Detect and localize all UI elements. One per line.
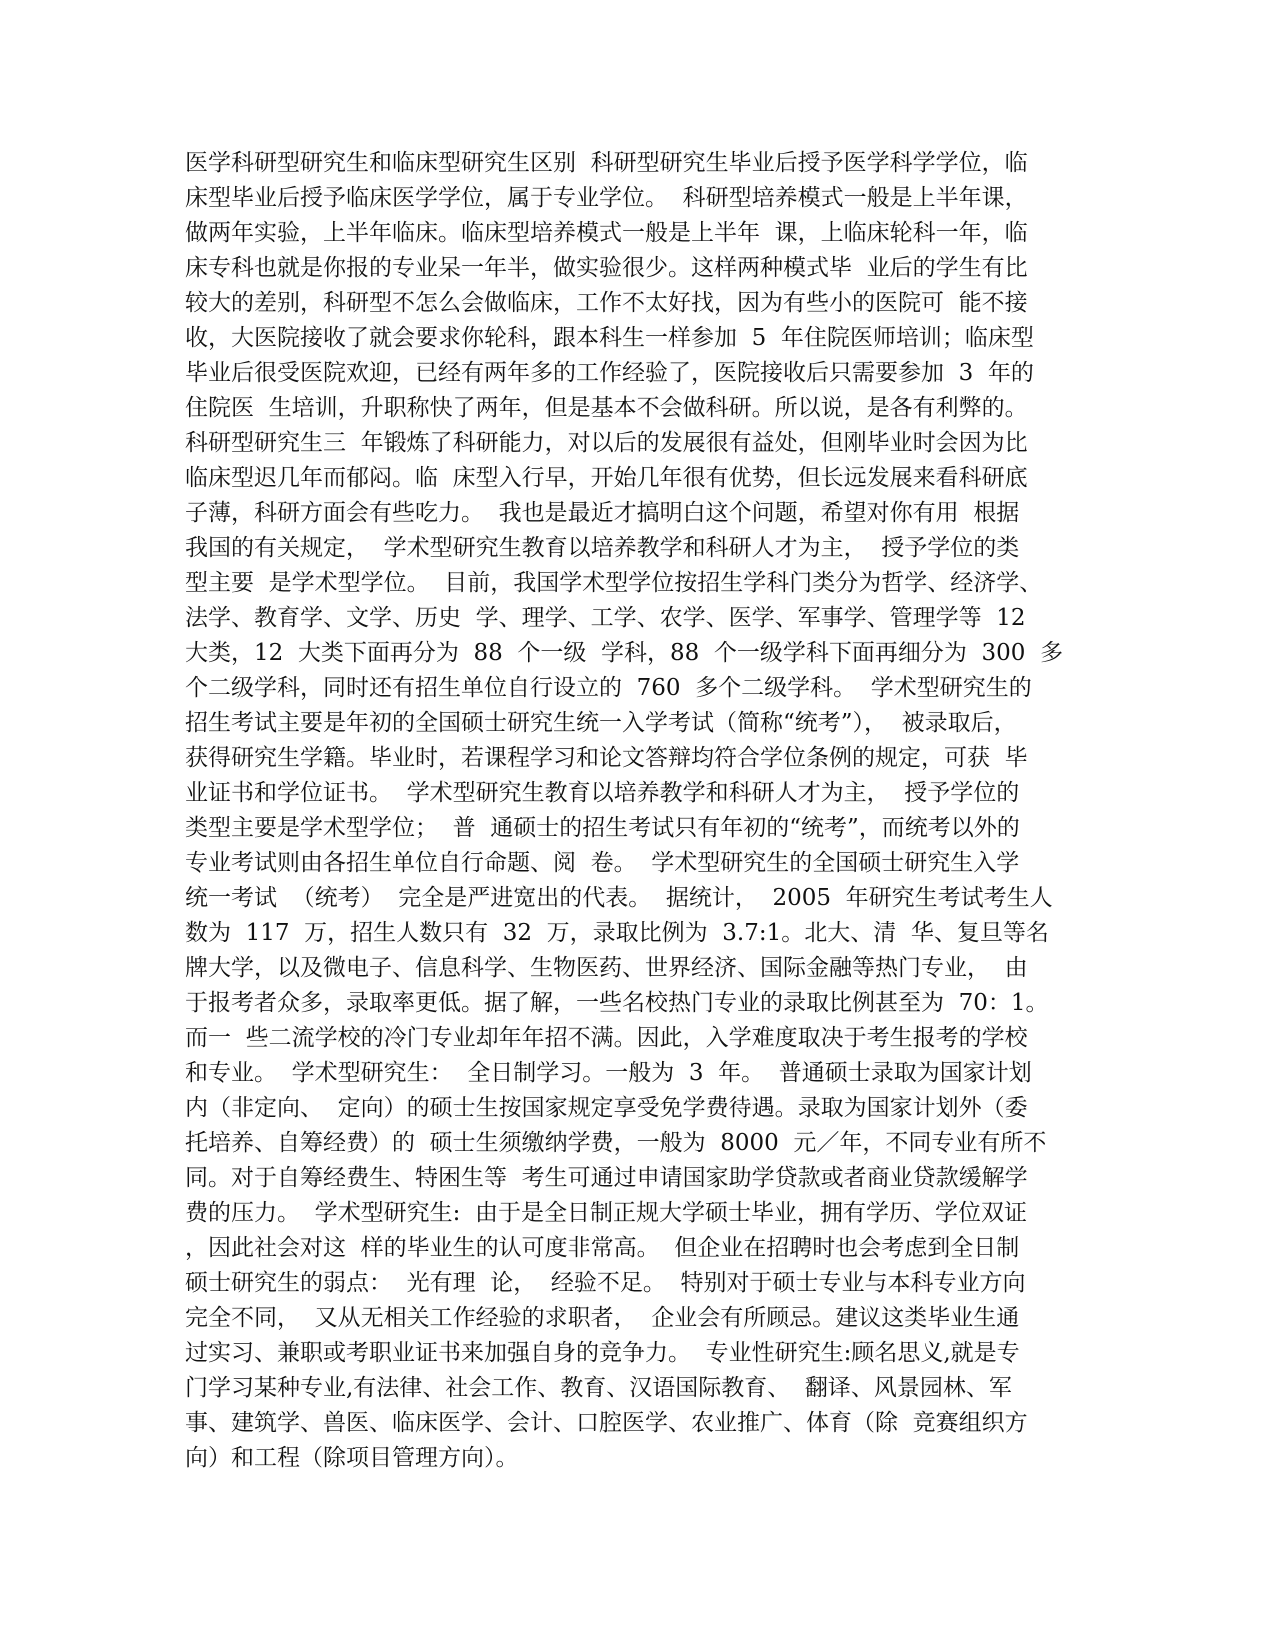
text-line: 子薄，科研方面会有些吃力。 我也是最近才搞明白这个问题，希望对你有用 根据	[185, 500, 1020, 526]
text-line: 和专业。 学术型研究生： 全日制学习。一般为 3 年。 普通硕士录取为国家计划	[185, 1060, 1032, 1086]
text-line: 床型毕业后授予临床医学学位，属于专业学位。 科研型培养模式一般是上半年课，	[185, 185, 1028, 211]
text-line: 大类，12 大类下面再分为 88 个一级 学科，88 个一级学科下面再细分为 300 多	[185, 640, 1064, 666]
text-line: 事、建筑学、兽医、临床医学、会计、口腔医学、农业推广、体育（除 竞赛组织方	[185, 1410, 1028, 1436]
text-line: 床专科也就是你报的专业呆一年半，做实验很少。这样两种模式毕 业后的学生有比	[185, 255, 1028, 281]
text-line: 业证书和学位证书。 学术型研究生教育以培养教学和科研人才为主， 授予学位的	[185, 780, 1020, 806]
text-line: 型主要 是学术型学位。 目前，我国学术型学位按招生学科门类分为哲学、经济学、	[185, 570, 1043, 596]
text-line: 较大的差别，科研型不怎么会做临床，工作不太好找，因为有些小的医院可 能不接	[185, 290, 1028, 316]
text-line: 科研型研究生三 年锻炼了科研能力，对以后的发展很有益处，但刚毕业时会因为比	[185, 430, 1028, 456]
text-line: 同。对于自筹经费生、特困生等 考生可通过申请国家助学贷款或者商业贷款缓解学	[185, 1165, 1028, 1191]
text-line: 专业考试则由各招生单位自行命题、阅 卷。 学术型研究生的全国硕士研究生入学	[185, 850, 1020, 876]
text-line: 过实习、兼职或考职业证书来加强自身的竞争力。 专业性研究生:顾名思义,就是专	[185, 1340, 1020, 1366]
text-line: 托培养、自筹经费）的 硕士生须缴纳学费，一般为 8000 元／年，不同专业有所不	[185, 1130, 1047, 1156]
text-line: 向）和工程（除项目管理方向）。	[185, 1445, 519, 1471]
text-line: 统一考试 （统考） 完全是严进宽出的代表。 据统计， 2005 年研究生考试考生人	[185, 885, 1053, 911]
text-line: ，因此社会对这 样的毕业生的认可度非常高。 但企业在招聘时也会考虑到全日制	[185, 1235, 1020, 1261]
text-line: 收，大医院接收了就会要求你轮科，跟本科生一样参加 5 年住院医师培训；临床型	[185, 325, 1034, 351]
text-line: 我国的有关规定， 学术型研究生教育以培养教学和科研人才为主， 授予学位的类	[185, 535, 1020, 561]
text-line: 毕业后很受医院欢迎，已经有两年多的工作经验了，医院接收后只需要参加 3 年的	[185, 360, 1034, 386]
text-line: 法学、教育学、文学、历史 学、理学、工学、农学、医学、军事学、管理学等 12	[185, 605, 1026, 631]
text-line: 费的压力。 学术型研究生: 由于是全日制正规大学硕士毕业，拥有学历、学位双证	[185, 1200, 1027, 1226]
text-line: 硕士研究生的弱点： 光有理 论， 经验不足。 特别对于硕士专业与本科专业方向	[185, 1270, 1026, 1296]
text-line: 于报考者众多，录取率更低。据了解，一些名校热门专业的录取比例甚至为 70：1。	[185, 990, 1049, 1016]
text-line: 数为 117 万，招生人数只有 32 万，录取比例为 3.7:1。北大、清 华、复旦等名	[185, 920, 1049, 946]
text-line: 而一 些二流学校的冷门专业却年年招不满。因此，入学难度取决于考生报考的学校	[185, 1025, 1028, 1051]
text-line: 医学科研型研究生和临床型研究生区别 科研型研究生毕业后授予医学科学学位，临	[185, 150, 1028, 176]
text-line: 个二级学科，同时还有招生单位自行设立的 760 多个二级学科。 学术型研究生的	[185, 675, 1032, 701]
text-line: 住院医 生培训，升职称快了两年，但是基本不会做科研。所以说，是各有利弊的。	[185, 395, 1028, 421]
text-line: 门学习某种专业,有法律、社会工作、教育、汉语国际教育、 翻译、风景园林、军	[185, 1375, 1012, 1401]
text-line: 内（非定向、 定向）的硕士生按国家规定享受免学费待遇。录取为国家计划外（委	[185, 1095, 1028, 1121]
body-text	[185, 146, 1085, 1476]
text-line: 完全不同， 又从无相关工作经验的求职者， 企业会有所顾忌。建议这类毕业生通	[185, 1305, 1020, 1331]
text-line: 临床型迟几年而郁闷。临 床型入行早，开始几年很有优势，但长远发展来看科研底	[185, 465, 1028, 491]
text-line: 牌大学，以及微电子、信息科学、生物医药、世界经济、国际金融等热门专业， 由	[185, 955, 1028, 981]
text-line: 类型主要是学术型学位； 普 通硕士的招生考试只有年初的“统考”，而统考以外的	[185, 815, 1020, 841]
text-line: 招生考试主要是年初的全国硕士研究生统一入学考试（简称“统考”）， 被录取后，	[185, 710, 1017, 736]
text-line: 获得研究生学籍。毕业时，若课程学习和论文答辩均符合学位条例的规定，可获 毕	[185, 745, 1028, 771]
text-line: 做两年实验，上半年临床。临床型培养模式一般是上半年 课，上临床轮科一年，临	[185, 220, 1028, 246]
